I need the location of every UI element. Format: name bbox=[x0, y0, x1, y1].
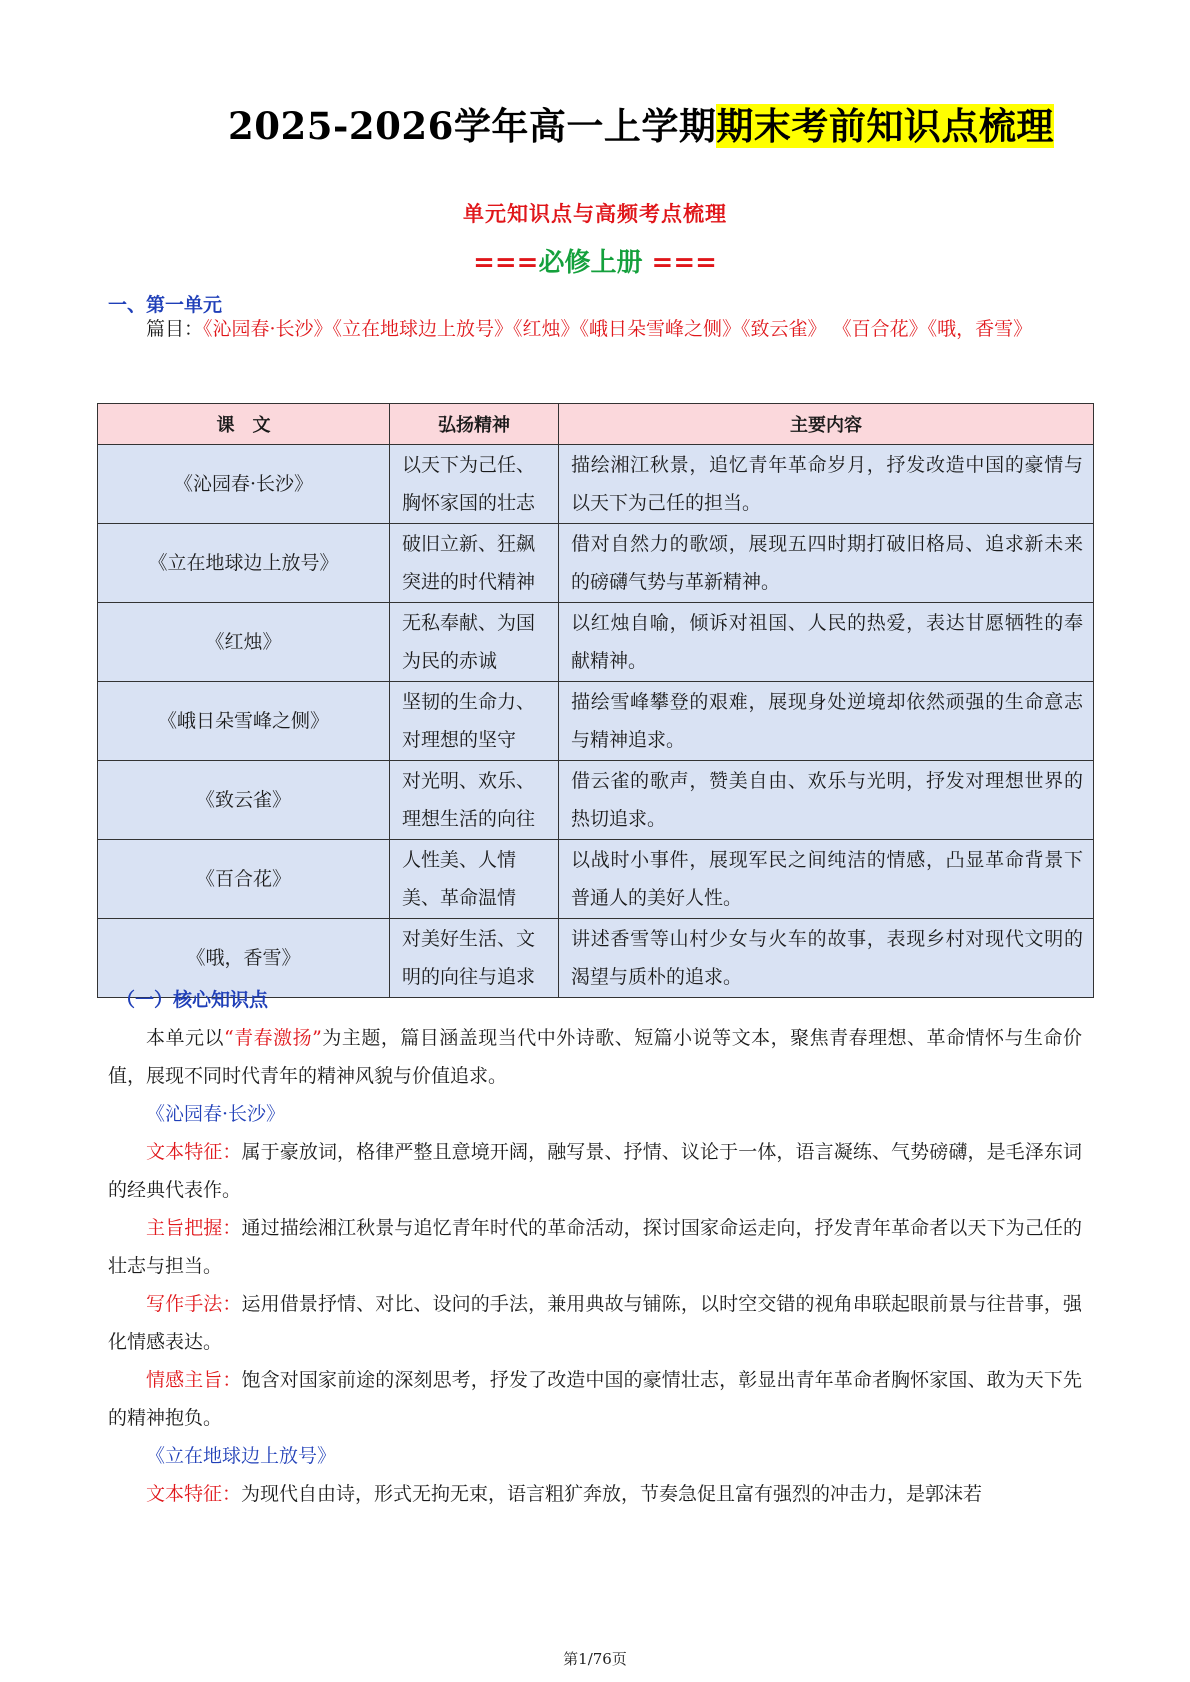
table-cell-text: 《哦，香雪》 bbox=[98, 919, 390, 998]
w1-theme-text: 通过描绘湘江秋景与追忆青年时代的革命活动，探讨国家命运走向，抒发青年革命者以天下为己任的壮志与担当。 bbox=[108, 1217, 1082, 1277]
table-cell-text: 《红烛》 bbox=[98, 603, 390, 682]
table-cell-text: 《百合花》 bbox=[98, 840, 390, 919]
summary-table bbox=[97, 403, 1094, 998]
w1-feature-text: 属于豪放词，格律严整且意境开阔，融写景、抒情、议论于一体，语言凝练、气势磅礴，是毛泽东词的经典代表作。 bbox=[108, 1141, 1082, 1201]
intro-after: 为主题，篇目涵盖现当代中外诗歌、短篇小说等文本，聚焦青春理想、革命情怀与生命价值，展现不同时代青年的精神风貌与价值追求。 bbox=[108, 1027, 1082, 1087]
table-cell-text: 《沁园春·长沙》 bbox=[98, 445, 390, 524]
w1-tech-text: 运用借景抒情、对比、设问的手法，兼用典故与铺陈，以时空交错的视角串联起眼前景与往昔事，强化情感表达。 bbox=[108, 1293, 1082, 1353]
w1-feature-label: 文本特征： bbox=[146, 1141, 242, 1163]
w1-tech-paragraph bbox=[108, 1285, 1082, 1361]
table-header-content: 主要内容 bbox=[559, 404, 1094, 445]
table-header-text: 课 文 bbox=[98, 404, 390, 445]
work1-title: 《沁园春·长沙》 bbox=[146, 1103, 286, 1125]
table-header-row bbox=[98, 404, 1094, 445]
table-cell-content: 描绘湘江秋景，追忆青年革命岁月，抒发改造中国的豪情与以天下为己任的担当。 bbox=[559, 445, 1094, 524]
w1-feature-paragraph bbox=[108, 1133, 1082, 1209]
titles-list: 《沁园春·长沙》《立在地球边上放号》《红烛》《峨日朵雪峰之侧》《致云雀》 《百合花》《哦，香雪》 bbox=[203, 318, 1033, 340]
table-cell-content: 借对自然力的歌颂，展现五四时期打破旧格局、追求新未来的磅礴气势与革新精神。 bbox=[559, 524, 1094, 603]
intro-before: 本单元以 bbox=[146, 1027, 224, 1049]
book-eq-left: === bbox=[473, 248, 539, 278]
titles-paragraph bbox=[108, 310, 1082, 348]
table-cell-content: 以战时小事件，展现军民之间纯洁的情感，凸显革命背景下普通人的美好人性。 bbox=[559, 840, 1094, 919]
table-cell-content: 讲述香雪等山村少女与火车的故事，表现乡村对现代文明的渴望与质朴的追求。 bbox=[559, 919, 1094, 998]
table-cell-spirit: 无私奉献、为国为民的赤诚 bbox=[390, 603, 559, 682]
page-subtitle: 单元知识点与高频考点梳理 bbox=[463, 201, 727, 226]
titles-label: 篇目： bbox=[146, 318, 204, 340]
table-cell-spirit: 人性美、人情美、革命温情 bbox=[390, 840, 559, 919]
title-plain: 2025-2026学年高一上学期 bbox=[228, 104, 717, 148]
table-row bbox=[98, 840, 1094, 919]
table-cell-text: 《致云雀》 bbox=[98, 761, 390, 840]
table-cell-spirit: 对光明、欢乐、理想生活的向往 bbox=[390, 761, 559, 840]
table-cell-spirit: 坚韧的生命力、对理想的坚守 bbox=[390, 682, 559, 761]
w1-emotion-label: 情感主旨： bbox=[146, 1369, 242, 1391]
table-row bbox=[98, 682, 1094, 761]
table-row bbox=[98, 761, 1094, 840]
w1-tech-label: 写作手法： bbox=[146, 1293, 242, 1315]
table-cell-spirit: 破旧立新、狂飙突进的时代精神 bbox=[390, 524, 559, 603]
w1-theme-paragraph bbox=[108, 1209, 1082, 1285]
table-row bbox=[98, 524, 1094, 603]
book-name: 必修上册 bbox=[538, 248, 652, 278]
w1-emotion-paragraph bbox=[108, 1361, 1082, 1437]
work2-title: 《立在地球边上放号》 bbox=[146, 1445, 337, 1467]
table-header-spirit: 弘扬精神 bbox=[390, 404, 559, 445]
book-name-heading bbox=[0, 242, 1190, 279]
table-cell-content: 以红烛自喻，倾诉对祖国、人民的热爱，表达甘愿牺牲的奉献精神。 bbox=[559, 603, 1094, 682]
intro-theme: “青春激扬” bbox=[223, 1027, 322, 1049]
table-cell-text: 《立在地球边上放号》 bbox=[98, 524, 390, 603]
intro-paragraph bbox=[108, 1019, 1082, 1095]
w2-feature-paragraph bbox=[108, 1475, 1082, 1513]
core-points-heading: （一）核心知识点 bbox=[116, 989, 269, 1011]
w1-theme-label: 主旨把握： bbox=[146, 1217, 242, 1239]
w1-emotion-text: 饱含对国家前途的深刻思考，抒发了改造中国的豪情壮志，彰显出青年革命者胸怀家国、敢为天下先的精神抱负。 bbox=[108, 1369, 1082, 1429]
table-cell-spirit: 对美好生活、文明的向往与追求 bbox=[390, 919, 559, 998]
table-cell-spirit: 以天下为己任、胸怀家国的壮志 bbox=[390, 445, 559, 524]
book-eq-right: === bbox=[651, 248, 717, 278]
table-row bbox=[98, 445, 1094, 524]
page-title bbox=[228, 96, 1054, 150]
w2-feature-text: 为现代自由诗，形式无拘无束，语言粗犷奔放，节奏急促且富有强烈的冲击力，是郭沫若 bbox=[241, 1483, 983, 1505]
title-highlight: 期末考前知识点梳理 bbox=[716, 104, 1054, 148]
table-cell-content: 借云雀的歌声，赞美自由、欢乐与光明，抒发对理想世界的热切追求。 bbox=[559, 761, 1094, 840]
table-cell-text: 《峨日朵雪峰之侧》 bbox=[98, 682, 390, 761]
table-cell-content: 描绘雪峰攀登的艰难，展现身处逆境却依然顽强的生命意志与精神追求。 bbox=[559, 682, 1094, 761]
section-heading: 一、第一单元 bbox=[108, 294, 223, 316]
table-row bbox=[98, 603, 1094, 682]
page-number: 第1/76页 bbox=[563, 1650, 627, 1668]
w2-feature-label: 文本特征： bbox=[146, 1483, 242, 1505]
